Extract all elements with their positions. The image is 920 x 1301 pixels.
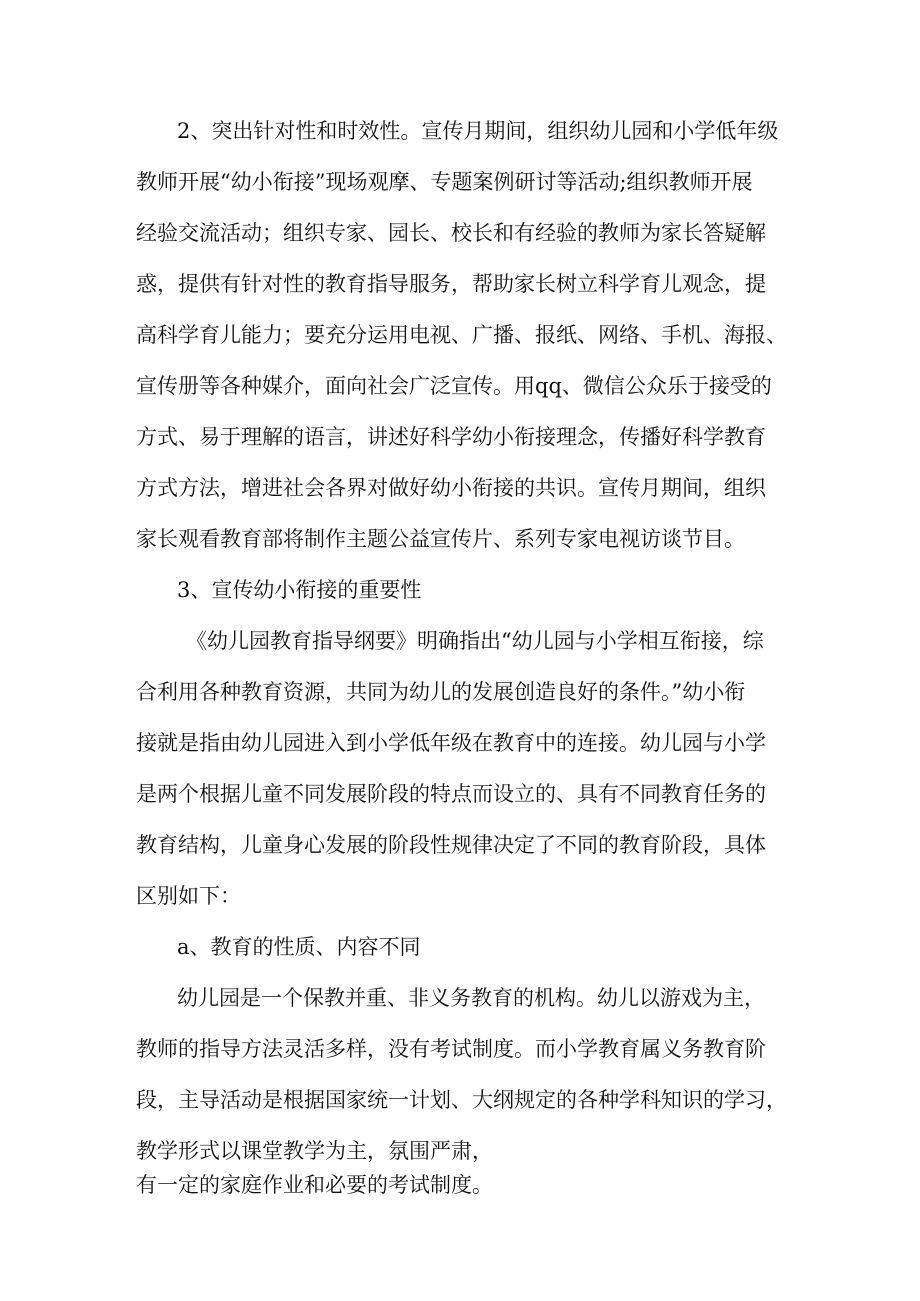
paragraph-a-line-3: 段，主导活动是根据国家统一计划、大纲规定的各种学科知识的学习，	[136, 1088, 787, 1112]
paragraph-2-line-7: 方式、易于理解的语言，讲述好科学幼小衔接理念，传播好科学教育	[136, 425, 766, 449]
paragraph-2-line-3: 经验交流活动；组织专家、园长、校长和有经验的教师为家长答疑解	[136, 221, 766, 245]
paragraph-2-line-5: 高科学育儿能力；要充分运用电视、广播、报纸、网络、手机、海报、	[136, 323, 787, 347]
section-3-heading: 3、宣传幼小衔接的重要性	[177, 578, 422, 602]
paragraph-3-line-4: 是两个根据儿童不同发展阶段的特点而设立的、具有不同教育任务的	[136, 782, 766, 806]
paragraph-a-line-4: 教学形式以课堂教学为主，氛围严肃，	[136, 1139, 493, 1163]
paragraph-3-line-1: 《幼儿园教育指导纲要》明确指出“幼儿园与小学相互衔接，综	[186, 629, 764, 653]
paragraph-2-line-8: 方式方法，增进社会各界对做好幼小衔接的共识。宣传月期间，组织	[136, 476, 766, 500]
paragraph-a-line-5: 有一定的家庭作业和必要的考试制度。	[136, 1173, 493, 1197]
paragraph-2-line-2: 教师开展“幼小衔接”现场观摩、专题案例研讨等活动;组织教师开展	[136, 170, 753, 194]
paragraph-3-line-6: 区别如下：	[136, 884, 241, 908]
paragraph-a-line-2: 教师的指导方法灵活多样，没有考试制度。而小学教育属义务教育阶	[136, 1037, 766, 1061]
paragraph-3-line-3: 接就是指由幼儿园进入到小学低年级在教育中的连接。幼儿园与小学	[136, 731, 766, 755]
paragraph-2-line-1: 2、突出针对性和时效性。宣传月期间，组织幼儿园和小学低年级	[177, 119, 779, 143]
paragraph-2-line-6: 宣传册等各种媒介，面向社会广泛宣传。用qq、微信公众乐于接受的	[136, 374, 772, 398]
paragraph-2-line-9: 家长观看教育部将制作主题公益宣传片、系列专家电视访谈节目。	[136, 527, 745, 551]
section-a-heading: a、教育的性质、内容不同	[177, 935, 421, 959]
paragraph-3-line-2: 合利用各种教育资源，共同为幼儿的发展创造良好的条件。”幼小衔	[136, 680, 746, 704]
paragraph-2-line-4: 惑，提供有针对性的教育指导服务，帮助家长树立科学育儿观念，提	[136, 272, 766, 296]
paragraph-a-line-1: 幼儿园是一个保教并重、非义务教育的机构。幼儿以游戏为主，	[177, 986, 765, 1010]
paragraph-3-line-5: 教育结构，儿童身心发展的阶段性规律决定了不同的教育阶段，具体	[136, 833, 766, 857]
